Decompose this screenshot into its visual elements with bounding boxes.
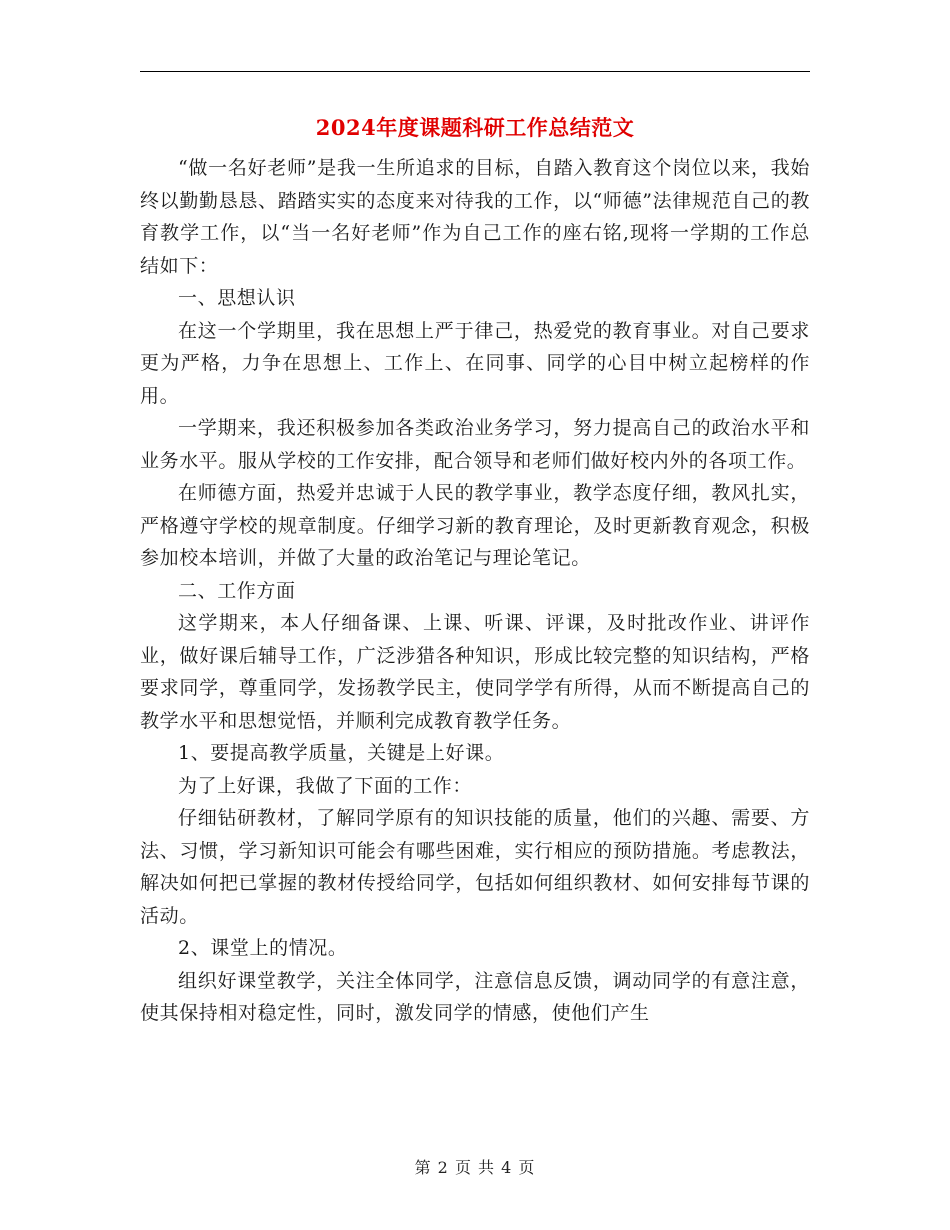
section-heading-work: 二、工作方面 [178,579,296,602]
paragraph-ethics: 在师德方面，热爱并忠诚于人民的教学事业，教学态度仔细，教风扎实，严格遵守学校的规章制度。仔细学习新的教育理论，及时更新教育观念，积极参加校本培训，并做了大量的政治笔记与理论笔记。 [140,482,810,569]
paragraph-ideology-1: 在这一个学期里，我在思想上严于律己，热爱党的教育事业。对自己要求更为严格，力争在思想上、工作上、在同事、同学的心目中树立起榜样的作用。 [140,319,810,407]
paragraph-work-summary: 这学期来，本人仔细备课、上课、听课、评课，及时批改作业、讲评作业，做好课后辅导工作，广泛涉猎各种知识，形成比较完整的知识结构，严格要求同学，尊重同学，发扬教学民主，使同学学有所得，从而不断提高自己的教学水平和思想觉悟，并顺利完成教育教学任务。 [140,612,810,732]
subheading-classroom: 2、课堂上的情况。 [178,937,348,959]
paragraph-ideology-2: 一学期来，我还积极参加各类政治业务学习，努力提高自己的政治水平和业务水平。服从学校的工作安排，配合领导和老师们做好校内外的各项工作。 [140,417,810,472]
page-number: 第 2 页 共 4 页 [414,1158,536,1177]
paragraph-study-materials: 仔细钻研教材，了解同学原有的知识技能的质量，他们的兴趣、需要、方法、习惯，学习新知识可能会有哪些困难，实行相应的预防措施。考虑教法，解决如何把已掌握的教材传授给同学，包括如何组织教材、如何安排每节课的活动。 [140,807,810,927]
document-title: 2024年度课题科研工作总结范文 [315,115,635,140]
header-rule [140,71,810,72]
paragraph-classroom: 组织好课堂教学，关注全体同学，注意信息反馈，调动同学的有意注意，使其保持相对稳定性，同时，激发同学的情感，使他们产生 [140,969,810,1024]
paragraph-prep-intro: 为了上好课，我做了下面的工作： [178,774,473,797]
subheading-teaching-quality: 1、要提高教学质量，关键是上好课。 [178,742,505,764]
paragraph-intro: “做一名好老师”是我一生所追求的目标，自踏入教育这个岗位以来，我始终以勤勤恳恳、踏踏实实的态度来对待我的工作，以“师德”法律规范自己的教育教学工作，以“当一名好老师”作为自己工作的座右铭,现将一学期的工作总结如下： [140,157,810,277]
document-body [140,152,810,1030]
section-heading-ideology: 一、思想认识 [178,287,296,309]
